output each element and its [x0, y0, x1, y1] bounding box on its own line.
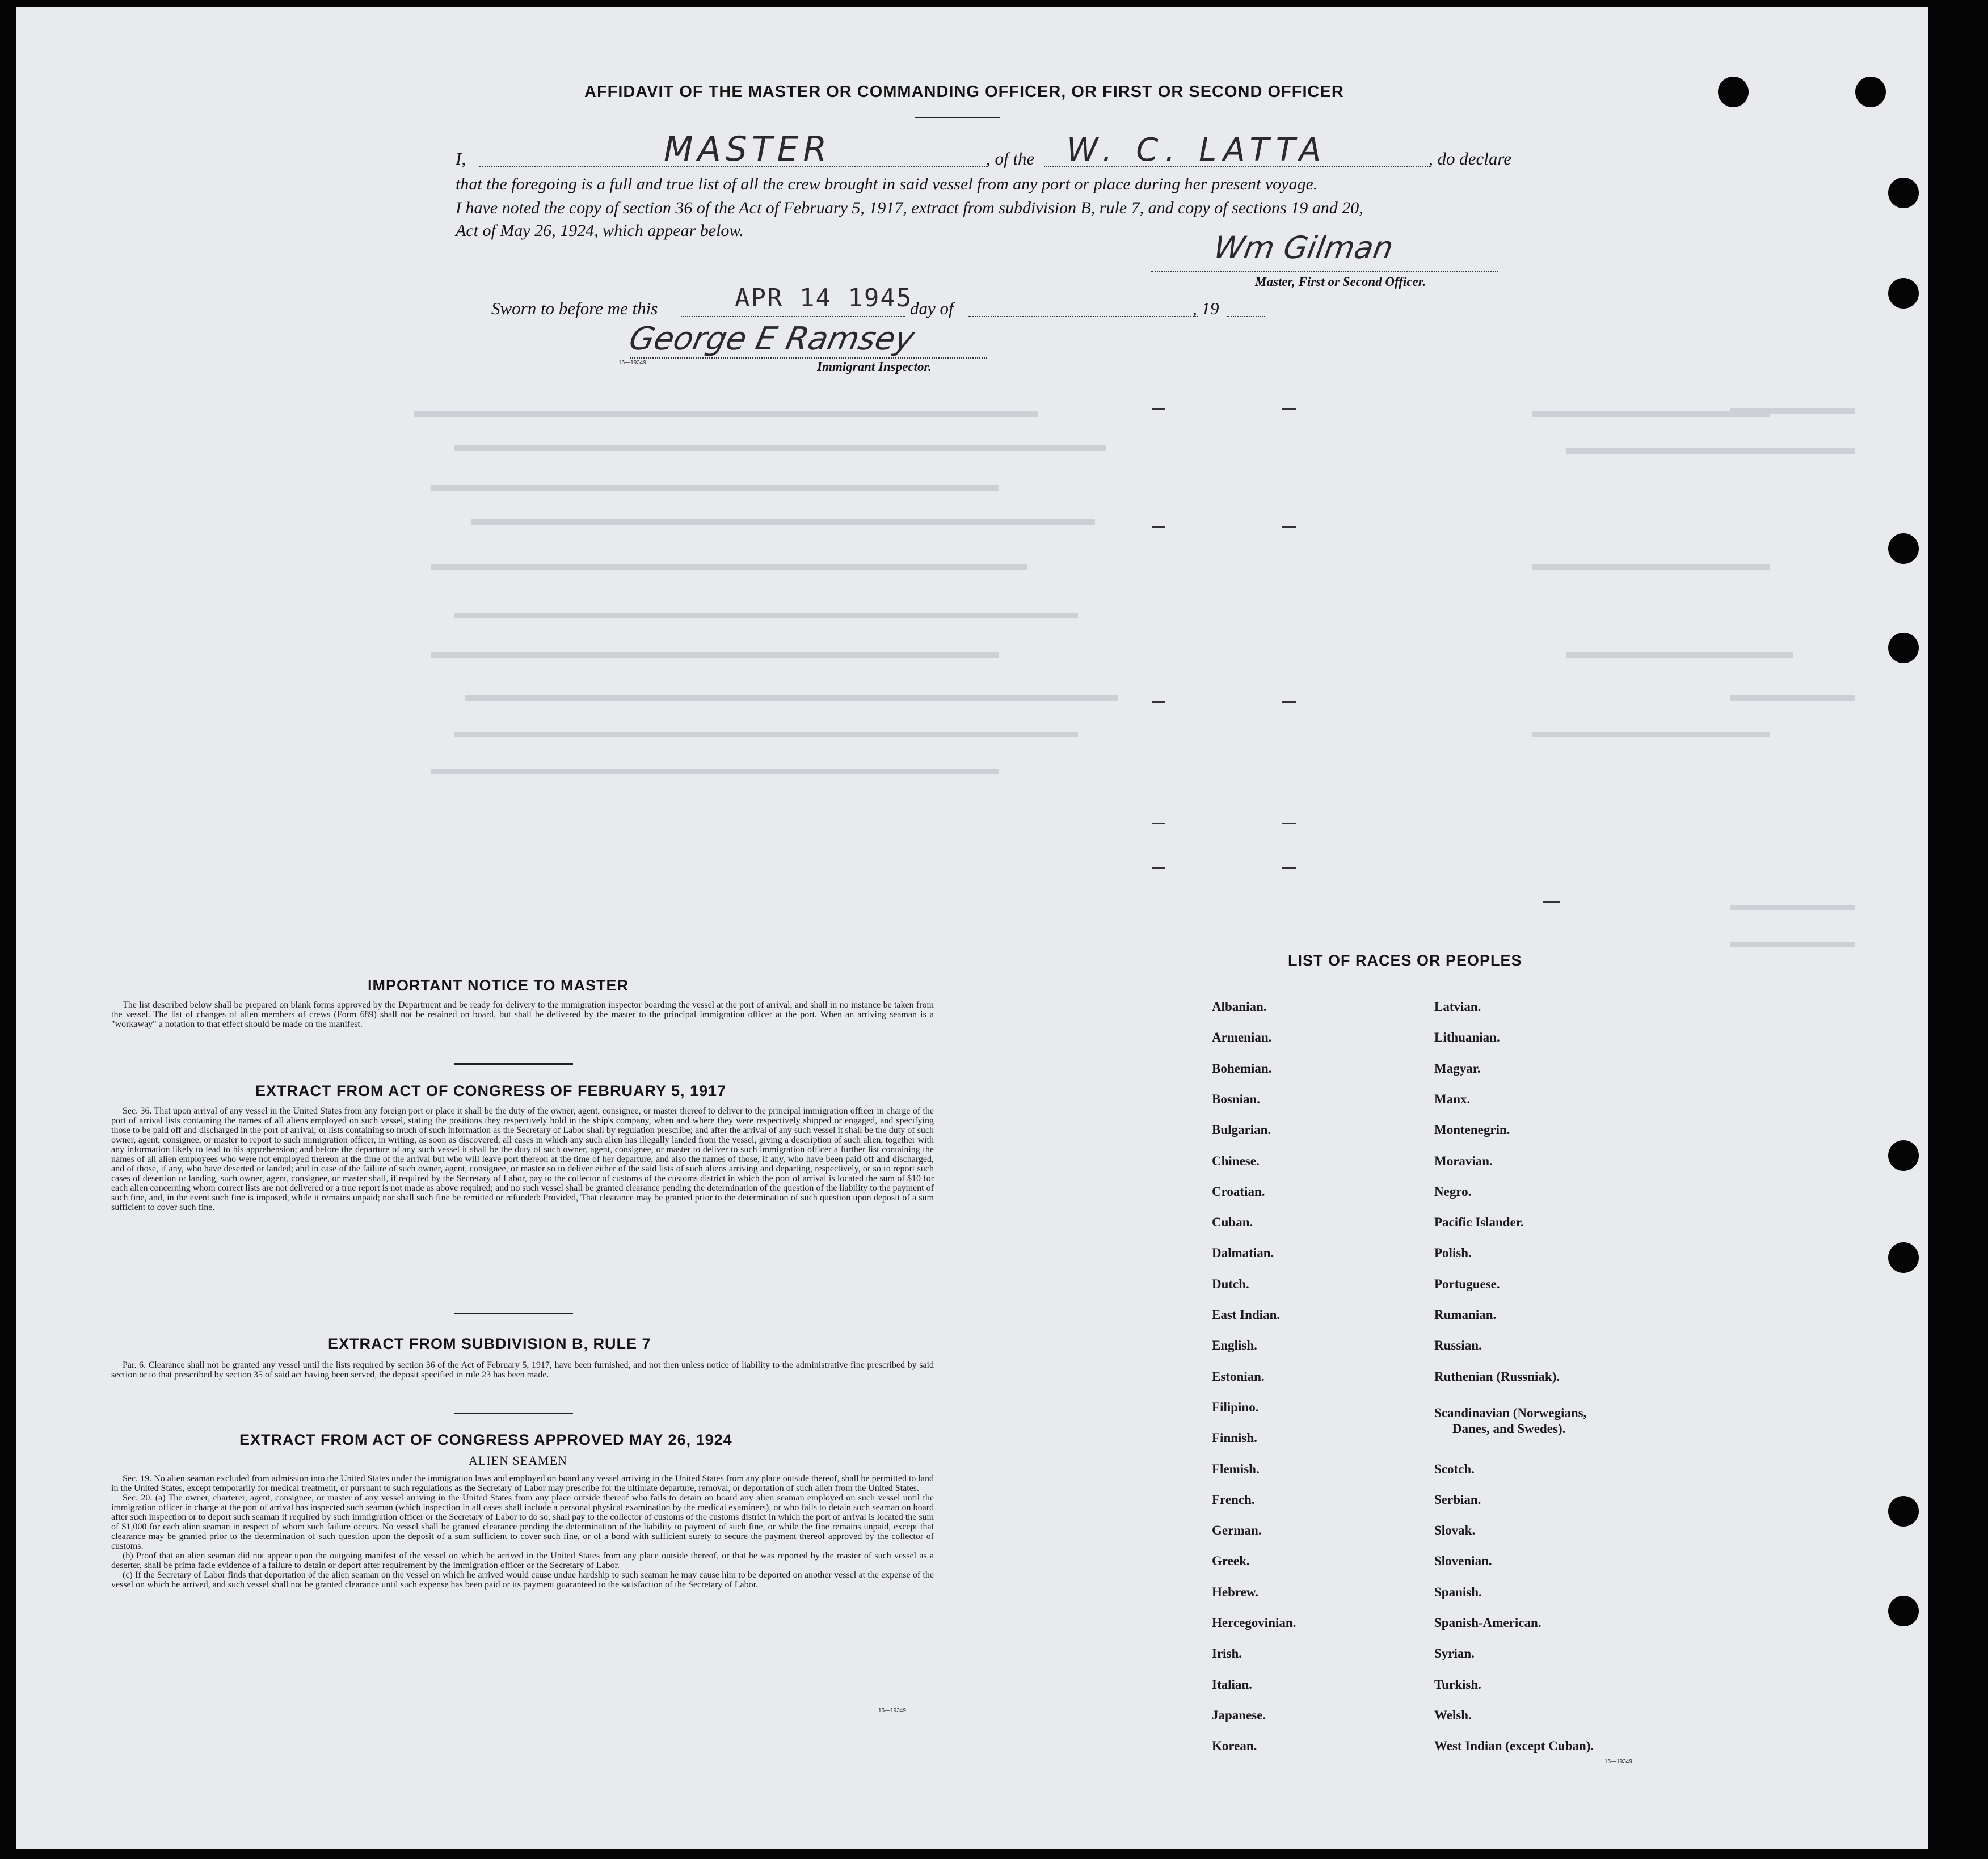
vessel-handwritten: W. C. LATTA: [1067, 132, 1328, 168]
section-divider: [454, 1313, 573, 1314]
master-signature: Wm Gilman: [1211, 230, 1396, 265]
extract-1917-title: EXTRACT FROM ACT OF CONGRESS OF FEBRUARY 5, 1917: [255, 1082, 727, 1099]
of-the-label: , of the: [986, 149, 1035, 168]
race-item: Rumanian.: [1434, 1308, 1497, 1322]
race-item: Spanish-American.: [1434, 1616, 1541, 1630]
race-item: Scandinavian (Norwegians,: [1434, 1406, 1587, 1420]
affidavit-title: AFFIDAVIT OF THE MASTER OR COMMANDING OFFICER, OR FIRST OR SECOND OFFICER: [584, 83, 1344, 101]
binder-hole: [1855, 77, 1886, 107]
form-number: 16—19349: [1604, 1759, 1632, 1765]
race-item: Danes, and Swedes).: [1452, 1422, 1566, 1436]
race-item: Magyar.: [1434, 1061, 1481, 1076]
notice-title: IMPORTANT NOTICE TO MASTER: [368, 977, 629, 994]
extract-1924-title: EXTRACT FROM ACT OF CONGRESS APPROVED MAY 26, 1924: [239, 1431, 732, 1448]
race-item: Bulgarian.: [1212, 1123, 1271, 1137]
inspector-caption: Immigrant Inspector.: [817, 360, 932, 374]
race-item: Lithuanian.: [1434, 1030, 1500, 1044]
race-item: Portuguese.: [1434, 1277, 1500, 1291]
race-item: German.: [1212, 1523, 1262, 1537]
binder-hole: [1888, 533, 1919, 564]
race-item: Montenegrin.: [1434, 1123, 1510, 1137]
race-item: Moravian.: [1434, 1154, 1493, 1168]
race-item: Dutch.: [1212, 1277, 1249, 1291]
race-item: Irish.: [1212, 1646, 1242, 1660]
alien-seamen-subtitle: ALIEN SEAMEN: [469, 1453, 567, 1468]
race-item: Hercegovinian.: [1212, 1616, 1296, 1630]
date-stamp: APR 14 1945: [735, 284, 913, 313]
race-item: Chinese.: [1212, 1154, 1260, 1168]
race-item: Pacific Islander.: [1434, 1215, 1524, 1229]
race-item: Hebrew.: [1212, 1585, 1258, 1599]
extract-1924-text: Sec. 19. No alien seaman excluded from admission into the United States under the immigration laws and employed on board any vessel arriving in the United States from any place outside thereof, shall be permitted to land in the United States, except temporarily for medical treatment, or pursuant to such regulations as the Secretary of Labor may prescribe for the ultimate departure, removal, or deportation of such alien from the United States. Sec. 20. (a) The owner, charterer, agent, consignee, or master of any vessel arriving in the United States from any place outside thereof who fails to detain on board any alien seaman employed on such vessel until the immigration officer in charge at the port of arrival has inspected such seaman (which inspection in all cases shall include a personal physical examination by the medical examiners), or who fails to detain such seaman on board after such inspection or to deport such seaman if required by such immigration officer or the Secretary of Labor to do so, shall pay to the collector of customs of the customs district in which the port of arrival is located the sum of $1,000 for each alien seaman in respect of whom such failure occurs. No vessel shall be granted clearance pending the determination of the liability to payment of such fine, or while the fine remains unpaid, except that clearance may be granted prior to the determination of such question upon the deposit of a sum sufficient to cover such fine, or of a bond with sufficient surety to secure the payment thereof approved by the collector of customs. (b) Proof that an alien seaman did not appear upon the outgoing manifest of the vessel on which he arrived in the United States from any place outside thereof, or that he was reported by the master of such vessel as a deserter, shall be prima facie evidence of a failure to detain or deport after requirement by the immigration officer or the Secretary of Labor. (c) If the Secretary of Labor finds that deportation of the alien seaman on the vessel on which he arrived would cause undue hardship to such seaman he may cause him to be deported on another vessel at the expense of the vessel on which he arrived, and such vessel shall not be granted clearance until such expense has been paid or its payment guaranteed to the satisfaction of the Secretary of Labor.: [111, 1474, 934, 1590]
race-item: Polish.: [1434, 1246, 1472, 1260]
race-item: Croatian.: [1212, 1184, 1265, 1199]
affidavit-line-2: that the foregoing is a full and true list of all the crew brought in said vessel from any port or place during her present voyage.: [456, 175, 1318, 193]
race-item: Welsh.: [1434, 1708, 1472, 1722]
race-item: Flemish.: [1212, 1462, 1260, 1476]
race-item: Armenian.: [1212, 1030, 1272, 1044]
binder-hole: [1888, 633, 1919, 663]
month-line: [968, 316, 1198, 317]
binder-hole: [1888, 1496, 1919, 1527]
race-item: Estonian.: [1212, 1369, 1265, 1384]
race-item: Latvian.: [1434, 1000, 1481, 1014]
race-item: French.: [1212, 1493, 1255, 1507]
race-item: Turkish.: [1434, 1677, 1481, 1692]
extract-1917-text: Sec. 36. That upon arrival of any vessel in the United States from any foreign port or place it shall be the duty of the owner, agent, consignee, or master thereof to deliver to the principal immigration officer in charge of the port of arrival lists containing the names of all aliens employed on such vessel, stating the positions they respectively hold in the ship's company, when and where they were respectively shipped or engaged, and specifying those to be paid off and discharged in the port of arrival; or lists containing so much of such information as the Secretary of Labor shall by regulation prescribe; and after the arrival of any such vessel it shall be the duty of such owner, agent, consignee, or master to report to such immigration officer, in writing, as soon as discovered, all cases in which any such alien has illegally landed from the vessel, giving a description of such alien, together with any information likely to lead to his apprehension; and before the departure of any such vessel it shall be the duty of such owner, agent, consignee, or master to deliver to such immigration officer a further list containing the names of all alien employees who were not employed thereon at the time of the arrival but who will leave port thereon at the time of her departure, and also the names of those, if any, who have been paid off and discharged, and of those, if any, who have deserted or landed; and in case of the failure of such owner, agent, consignee, or master so to deliver either of the said lists of such aliens arriving and departing, respectively, or so to report such cases of desertion or landing, such owner, agent, consignee, or master shall, if required by the Secretary of Labor, pay to the collector of customs of the customs district in which the port of arrival is located the sum of $10 for each alien concerning whom correct lists are not delivered or a true report is not made as above required; and no such vessel shall be granted clearance pending the determination of the question of the liability to the payment of such fine, and, in the event such fine is imposed, while it remains unpaid; nor shall such fine be remitted or refunded: Provided, That clearance may be granted prior to the determination of such question upon deposit of a sum sufficient to cover such fine.: [111, 1106, 934, 1212]
title-rule: [915, 117, 1000, 118]
race-item: Scotch.: [1434, 1462, 1475, 1476]
day-of-label: day of: [910, 298, 954, 318]
race-item: Albanian.: [1212, 1000, 1267, 1014]
signature-caption: Master, First or Second Officer.: [1255, 275, 1426, 289]
race-item: Bohemian.: [1212, 1061, 1272, 1076]
sworn-day-line: [681, 316, 905, 317]
form-number: 16—19349: [618, 360, 646, 366]
race-item: Greek.: [1212, 1554, 1250, 1568]
race-item: Slovak.: [1434, 1523, 1476, 1537]
inspector-signature: George E Ramsey: [626, 321, 918, 357]
race-item: Negro.: [1434, 1184, 1472, 1199]
extract-rule7-title: EXTRACT FROM SUBDIVISION B, RULE 7: [328, 1335, 651, 1352]
signature-line: [1151, 271, 1498, 272]
notice-text: The list described below shall be prepared on blank forms approved by the Department and be ready for delivery to the immigration inspector boarding the vessel at the port of arrival, and shall in no instance be taken from the vessel. The list of changes of alien members of crews (Form 689) shall not be retained on board, but shall be delivered by the master to the principal immigration officer at the port. When an arriving seaman is a "workaway" a notation to that effect should be made on the manifest.: [111, 1000, 934, 1029]
binder-hole: [1888, 178, 1919, 208]
year-line: [1227, 316, 1265, 317]
races-title: LIST OF RACES OR PEOPLES: [1288, 952, 1522, 969]
binder-hole: [1718, 77, 1749, 107]
race-item: Cuban.: [1212, 1215, 1253, 1229]
affidavit-i-label: I,: [456, 149, 466, 168]
race-item: Ruthenian (Russniak).: [1434, 1369, 1560, 1384]
race-item: Filipino.: [1212, 1400, 1259, 1414]
race-item: Slovenian.: [1434, 1554, 1492, 1568]
binder-hole: [1888, 1596, 1919, 1626]
race-item: Korean.: [1212, 1739, 1257, 1753]
affidavit-line-4: Act of May 26, 1924, which appear below.: [456, 221, 744, 240]
race-item: Japanese.: [1212, 1708, 1266, 1722]
binder-hole: [1888, 1242, 1919, 1273]
binder-hole: [1888, 1140, 1919, 1171]
rank-handwritten: MASTER: [664, 129, 832, 169]
race-item: West Indian (except Cuban).: [1434, 1739, 1594, 1753]
section-divider: [454, 1413, 573, 1414]
affidavit-line-3: I have noted the copy of section 36 of the Act of February 5, 1917, extract from subdivision B, rule 7, and copy of sections 19 and 20,: [456, 199, 1363, 217]
race-item: Russian.: [1434, 1338, 1482, 1352]
race-item: English.: [1212, 1338, 1257, 1352]
race-item: Italian.: [1212, 1677, 1252, 1692]
race-item: East Indian.: [1212, 1308, 1281, 1322]
race-item: Finnish.: [1212, 1431, 1257, 1445]
race-item: Syrian.: [1434, 1646, 1475, 1660]
inspector-line: [630, 357, 987, 359]
form-number: 16—19349: [878, 1708, 906, 1714]
do-declare-label: , do declare: [1429, 149, 1512, 168]
year-prefix: , 19: [1193, 298, 1219, 318]
section-divider: [454, 1063, 573, 1065]
binder-hole: [1888, 278, 1919, 309]
race-item: Dalmatian.: [1212, 1246, 1274, 1260]
sworn-label: Sworn to before me this: [491, 298, 658, 318]
race-item: Spanish.: [1434, 1585, 1482, 1599]
race-item: Serbian.: [1434, 1493, 1481, 1507]
extract-rule7-text: Par. 6. Clearance shall not be granted any vessel until the lists required by section 36 of the Act of February 5, 1917, have been furnished, and not then unless notice of liability to the administrative fine prescribed by said section or to that prescribed by section 35 of said act having been served, the deposit specified in rule 23 has been made.: [111, 1360, 934, 1380]
race-item: Manx.: [1434, 1092, 1471, 1106]
race-item: Bosnian.: [1212, 1092, 1261, 1106]
